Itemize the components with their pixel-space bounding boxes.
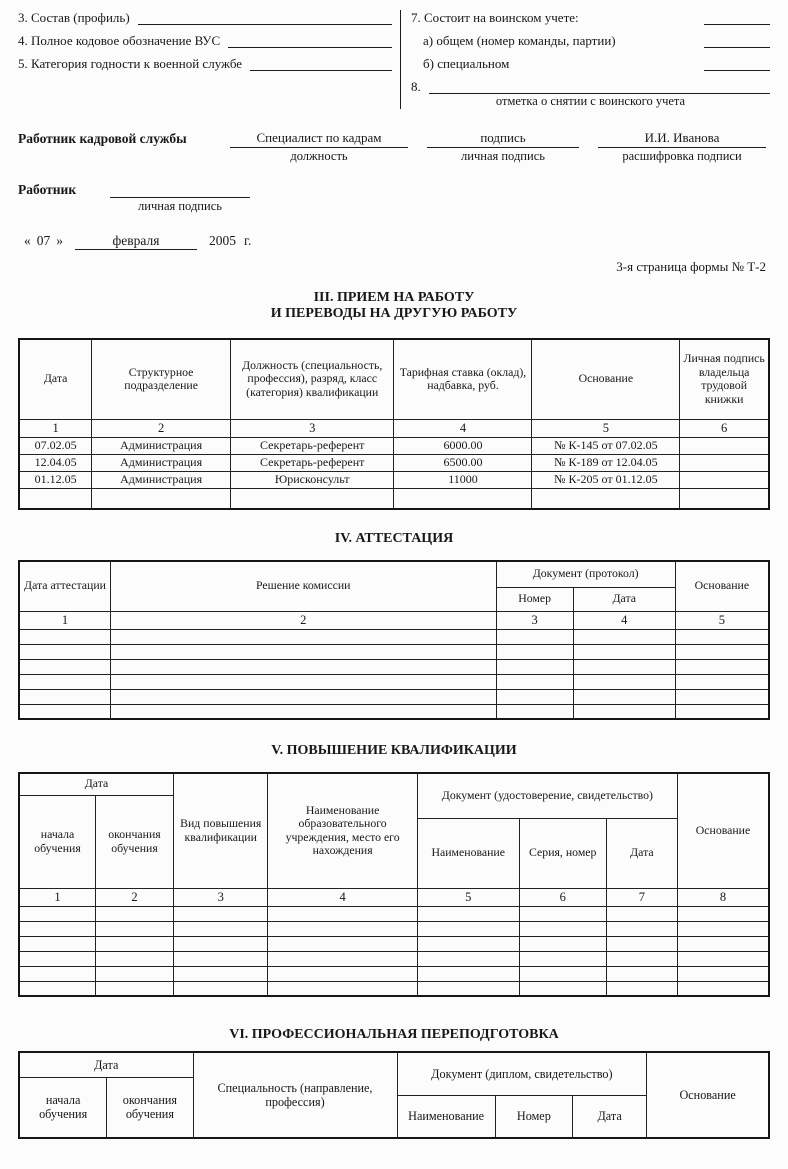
hr-signature-value: подпись (427, 130, 579, 148)
qualification-header-doc-name: Наименование (417, 818, 519, 888)
attestation-empty-row (19, 689, 769, 704)
item-4-blank-line (228, 34, 392, 48)
retraining-table (18, 1051, 770, 1139)
item-3-label: 3. Состав (профиль) (18, 10, 130, 25)
item-5-blank-line (250, 57, 392, 71)
hr-position-field (230, 130, 408, 164)
hr-name-caption: расшифровка подписи (622, 149, 742, 163)
qualification-header-institution: Наименование образовательного учреждения, место его нахождения (268, 773, 417, 888)
retraining-header-doc-name: Наименование (397, 1095, 495, 1138)
retraining-header-date-group: Дата (19, 1052, 193, 1077)
col-number: 1 (19, 888, 96, 906)
col-number: 2 (92, 419, 231, 437)
employee-signature-value (110, 181, 250, 198)
qualification-empty-row (19, 936, 769, 951)
attestation-header-doc-date: Дата (573, 587, 675, 611)
employment-header-owner-signature: Личная подпись владельца трудовой книжки (680, 339, 769, 419)
employment-table (18, 338, 770, 510)
item-7a-blank-line (704, 34, 770, 48)
qualification-column-numbers-row (19, 888, 769, 906)
qualification-empty-row (19, 921, 769, 936)
item-7-blank-line (704, 11, 770, 25)
item-8-row (411, 79, 770, 94)
employee-label: Работник (18, 182, 77, 197)
col-number: 5 (532, 419, 680, 437)
cell-rate: 6000.00 (394, 437, 532, 454)
cell-date: 07.02.05 (19, 437, 92, 454)
retraining-header-start: начала обучения (19, 1077, 107, 1138)
hr-officer-label: Работник кадровой службы (18, 131, 187, 146)
date-quote-open: « (24, 233, 31, 248)
employment-header-basis: Основание (532, 339, 680, 419)
attestation-header-date: Дата аттестации (19, 561, 111, 611)
employment-empty-row (19, 488, 769, 509)
hr-position-value: Специалист по кадрам (230, 130, 408, 148)
employment-header-position: Должность (специальность, профессия), разряд, класс (категория) квалификации (230, 339, 394, 419)
cell-department: Администрация (92, 471, 231, 488)
hr-signature-field (427, 130, 579, 164)
qualification-header-start: начала обучения (19, 795, 96, 888)
date-month: февраля (75, 233, 197, 250)
employee-signature-caption: личная подпись (138, 199, 222, 213)
col-number: 2 (111, 611, 497, 629)
item-4-label: 4. Полное кодовое обозначение ВУС (18, 33, 221, 48)
employee-signature-field (110, 181, 250, 214)
section-3-title-line-1: III. ПРИЕМ НА РАБОТУ (313, 290, 475, 305)
employment-header-rate: Тарифная ставка (оклад), надбавка, руб. (394, 339, 532, 419)
section-4-title: IV. АТТЕСТАЦИЯ (334, 531, 454, 546)
employment-row-3 (19, 471, 769, 488)
retraining-header-doc-date: Дата (573, 1095, 647, 1138)
item-7b-label: б) специальном (423, 56, 510, 71)
employment-header-department: Структурное подразделение (92, 339, 231, 419)
attestation-empty-row (19, 629, 769, 644)
military-record-section (18, 10, 770, 109)
hr-name-field (598, 130, 766, 164)
retraining-header-row-1 (19, 1052, 769, 1077)
qualification-header-doc-series: Серия, номер (519, 818, 606, 888)
page-note: 3-я страница формы № Т-2 (616, 259, 766, 274)
qualification-header-doc-group: Документ (удостоверение, свидетельство) (417, 773, 677, 818)
attestation-empty-row (19, 704, 769, 719)
cell-owner-signature (680, 454, 769, 471)
cell-position: Секретарь-референт (230, 454, 394, 471)
col-number: 6 (680, 419, 769, 437)
employment-row-2 (19, 454, 769, 471)
retraining-header-specialty: Специальность (направление, профессия) (193, 1052, 397, 1138)
item-4-row (18, 33, 392, 48)
qualification-empty-row (19, 951, 769, 966)
hr-officer-signature-row (18, 130, 770, 164)
cell-basis: № К-145 от 07.02.05 (532, 437, 680, 454)
item-5-row (18, 56, 392, 71)
date-day: 07 (36, 233, 51, 248)
item-5-label: 5. Категория годности к военной службе (18, 56, 243, 71)
col-number: 1 (19, 611, 111, 629)
retraining-header-basis: Основание (647, 1052, 769, 1138)
cell-position: Юрисконсульт (230, 471, 394, 488)
qualification-header-end: окончания обучения (96, 795, 174, 888)
attestation-header-decision: Решение комиссии (111, 561, 497, 611)
section-3-title-line-2: И ПЕРЕВОДЫ НА ДРУГУЮ РАБОТУ (270, 306, 518, 321)
cell-owner-signature (680, 471, 769, 488)
cell-owner-signature (680, 437, 769, 454)
qualification-header-type: Вид повышения квалификации (173, 773, 268, 888)
col-number: 8 (677, 888, 769, 906)
col-number: 4 (573, 611, 675, 629)
qualification-empty-row (19, 906, 769, 921)
col-number: 3 (496, 611, 573, 629)
section-5-title: V. ПОВЫШЕНИЕ КВАЛИФИКАЦИИ (271, 743, 517, 758)
qualification-table (18, 772, 770, 997)
employee-signature-row (18, 181, 770, 214)
item-8-label: 8. (411, 79, 421, 94)
date-year: 2005 (209, 233, 236, 248)
section-6-title: VI. ПРОФЕССИОНАЛЬНАЯ ПЕРЕПОДГОТОВКА (229, 1027, 559, 1042)
military-record-left-column (18, 10, 400, 109)
date-quote-close: » (56, 233, 63, 248)
attestation-empty-row (19, 659, 769, 674)
qualification-header-date-group: Дата (19, 773, 173, 795)
retraining-header-doc-group: Документ (диплом, свидетельство) (397, 1052, 647, 1095)
col-number: 3 (230, 419, 394, 437)
cell-basis: № К-189 от 12.04.05 (532, 454, 680, 471)
item-7b-row (411, 56, 770, 71)
col-number: 4 (268, 888, 417, 906)
cell-basis: № К-205 от 01.12.05 (532, 471, 680, 488)
attestation-empty-row (19, 674, 769, 689)
col-number: 3 (173, 888, 268, 906)
col-number: 2 (96, 888, 174, 906)
item-7b-blank-line (704, 57, 770, 71)
attestation-header-basis: Основание (675, 561, 769, 611)
item-3-row (18, 10, 392, 25)
attestation-table (18, 560, 770, 720)
cell-rate: 6500.00 (394, 454, 532, 471)
hr-position-caption: должность (290, 149, 348, 163)
date-row (18, 233, 770, 250)
item-8-blank-line (429, 80, 770, 94)
col-number: 5 (675, 611, 769, 629)
section-3-title (18, 290, 770, 322)
col-number: 6 (519, 888, 606, 906)
item-7-label: 7. Состоит на воинском учете: (411, 10, 579, 25)
attestation-empty-row (19, 644, 769, 659)
military-record-right-column (400, 10, 770, 109)
col-number: 1 (19, 419, 92, 437)
cell-department: Администрация (92, 437, 231, 454)
employment-header-date: Дата (19, 339, 92, 419)
attestation-header-row-1 (19, 561, 769, 587)
item-3-blank-line (138, 11, 392, 25)
col-number: 7 (606, 888, 677, 906)
attestation-column-numbers-row (19, 611, 769, 629)
cell-position: Секретарь-референт (230, 437, 394, 454)
employment-header-row (19, 339, 769, 419)
cell-department: Администрация (92, 454, 231, 471)
retraining-header-end: окончания обучения (107, 1077, 193, 1138)
attestation-header-doc-group: Документ (протокол) (496, 561, 675, 587)
cell-rate: 11000 (394, 471, 532, 488)
cell-date: 01.12.05 (19, 471, 92, 488)
retraining-header-doc-number: Номер (495, 1095, 572, 1138)
qualification-header-row-1 (19, 773, 769, 795)
qualification-header-doc-date: Дата (606, 818, 677, 888)
item-7a-label: а) общем (номер команды, партии) (423, 33, 616, 48)
qualification-empty-row (19, 981, 769, 996)
employment-column-numbers-row (19, 419, 769, 437)
item-8-caption: отметка о снятии с воинского учета (495, 94, 686, 108)
col-number: 5 (417, 888, 519, 906)
item-7a-row (411, 33, 770, 48)
col-number: 4 (394, 419, 532, 437)
qualification-header-basis: Основание (677, 773, 769, 888)
item-7-row (411, 10, 770, 25)
date-suffix: г. (244, 233, 252, 248)
cell-date: 12.04.05 (19, 454, 92, 471)
qualification-empty-row (19, 966, 769, 981)
hr-name-value: И.И. Иванова (598, 130, 766, 148)
employment-row-1 (19, 437, 769, 454)
attestation-header-doc-number: Номер (496, 587, 573, 611)
hr-signature-caption: личная подпись (461, 149, 545, 163)
